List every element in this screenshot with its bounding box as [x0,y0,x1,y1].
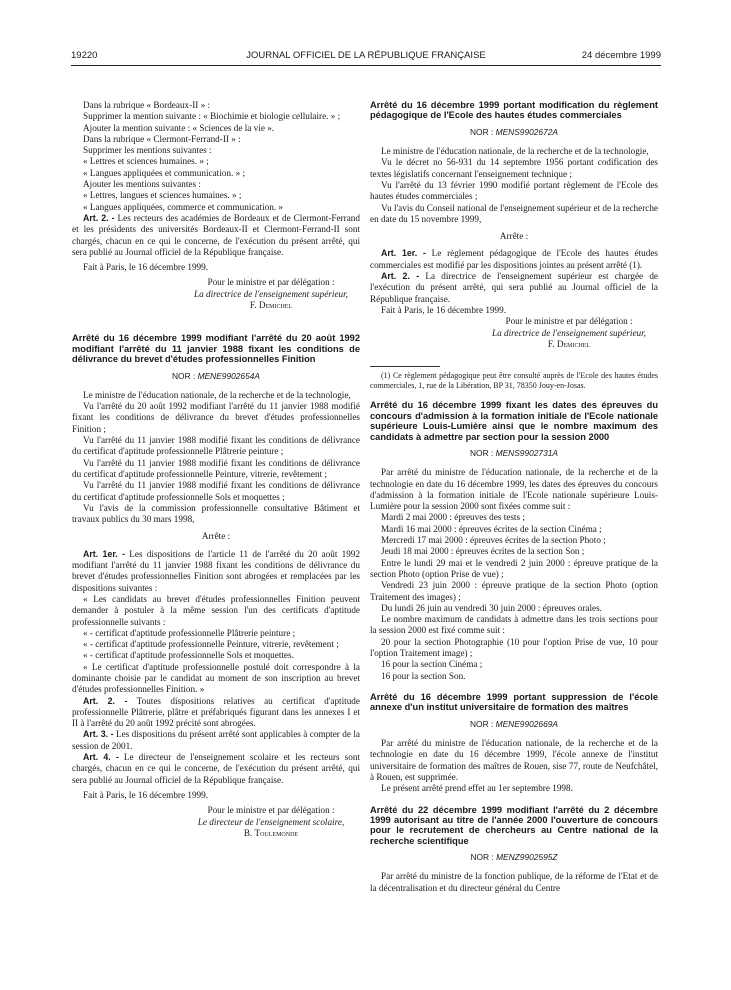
footnote: (1) Ce règlement pédagogique peut être consulté auprès de l'Ecole des hautes études commerciales, 1, rue de la Libération, BP 31, 78350 Jouy-en-Josas. [370,371,658,390]
nor-reference: NOR : MENS9902672A [470,126,558,137]
text-line: 20 pour la section Photographie (10 pour l'option Prise de vue, 10 pour l'option Traitement image) ; [370,636,658,659]
nor-reference: NOR : MENE9902654A [172,370,260,381]
page-header [71,50,661,63]
text-line: Dans la rubrique « Bordeaux-II » : [83,100,211,110]
text-line: Le ministre de l'éducation nationale, de la recherche et de la technologie, [83,389,351,400]
article-label: Art. 2. - [83,212,115,223]
arrete-heading: Arrête : [499,231,529,242]
text-line: « Lettres et sciences humaines. » ; [83,156,209,167]
page-number: 19220 [71,50,98,61]
article-paragraph: Art. 1er. - Le règlement pédagogique de l'Ecole des hautes études commerciales est modifié par les dispositions jointes au présent arrêté (1). [370,248,658,270]
signature-role: Le directeur de l'enseignement scolaire, [197,816,345,827]
article-paragraph: Art. 4. - Le directeur de l'enseignement scolaire et les recteurs sont chargés, chacun en ce qui le concerne, de l'exécution du présent arrêté, qui sera publié au Journal officiel de la République française. [72,752,360,785]
text-line: Vu le décret no 56-931 du 14 septembre 1956 portant codification des textes législatifs concernant l'enseignement technique ; [370,157,658,179]
left-column [72,100,360,839]
text-line: Vu l'avis du Conseil national de l'enseignement supérieur et de la recherche en date du 15 novembre 1999, [370,202,659,224]
article-paragraph: Art. 2. - Les recteurs des académies de Bordeaux et de Clermont-Ferrand et les présidents des universités Bordeaux-II et Clermont-Ferrand-II sont chargés, chacun en ce qui le concerne, de l'exécution du présent arrêté, qui sera publié au Journal officiel de la République française. [72,212,360,257]
signature-line: Pour le ministre et par délégation : [505,316,633,327]
text-line: Vu l'arrêté du 11 janvier 1988 modifié fixant les conditions de délivrance du certificat d'aptitude professionnelle Sols et moquettes ; [72,480,360,502]
signature-role: La directrice de l'enseignement supérieur, [194,288,348,299]
text-line: Vu l'arrêté du 13 février 1990 modifié portant règlement de l'Ecole des hautes études commerciales ; [370,180,658,202]
done-at: Fait à Paris, le 16 décembre 1999. [83,262,209,273]
text-line: Par arrêté du ministre de l'éducation nationale, de la recherche et de la technologie en date du 16 décembre 1999, l'école annexe de l'institut universitaire de formation des maîtres de Rouen, sise 77, route de Neufchâtel, à Rouen, est supprimée. [370,738,658,782]
text-line: Du lundi 26 juin au vendredi 30 juin 2000 : épreuves orales. [381,602,602,613]
article-paragraph: Art. 2. - La directrice de l'enseignement supérieur est chargée de l'exécution du présent arrêté, qui sera publié au Journal officiel de la République française. [370,271,658,304]
article-paragraph: Art. 3. - Les dispositions du présent arrêté sont applicables à compter de la session de 2001. [72,729,360,751]
text-line: Ajouter les mentions suivantes : [83,179,201,190]
list-item: « - certificat d'aptitude professionnelle Plâtrerie peinture ; [83,627,296,638]
nor-reference: NOR : MENS9902731A [470,447,558,458]
text-line: Par arrêté du ministre de l'éducation nationale, de la recherche et de la technologie en date du 16 décembre 1999, les dates des épreuves du concours d'admission à la formation initiale de l'Ecole nationale supérieure Louis-Lumière pour la session 2000 sont fixées comme suit : [370,467,658,512]
text-line: Le nombre maximum de candidats à admettre dans les trois sections pour la session 2000 est fixé comme suit : [370,614,658,636]
decree-title: Arrêté du 16 décembre 1999 portant modification du règlement pédagogique de l'Ecole des hautes études commerciales [370,100,658,121]
header-rule [71,65,661,66]
decree-title: Arrêté du 16 décembre 1999 modifiant l'arrêté du 20 août 1992 modifiant l'arrêté du 11 janvier 1988 fixant les conditions de délivrance du brevet d'études professionnelles Finition [72,333,360,365]
text-line: Vu l'arrêté du 20 août 1992 modifiant l'arrêté du 11 janvier 1988 modifié fixant les conditions de délivrance du brevet d'études professionnelles Finition ; [72,401,360,434]
text-line: Supprimer les mentions suivantes : [83,145,212,156]
signature-line: Pour le ministre et par délégation : [207,805,335,816]
text-line: Jeudi 18 mai 2000 : épreuves écrites de la section Son ; [381,546,585,557]
text-line: Vu l'arrêté du 11 janvier 1988 modifié fixant les conditions de délivrance du certificat d'aptitude professionnelle Peinture, vitrerie, revêtement ; [72,457,360,479]
done-at: Fait à Paris, le 16 décembre 1999. [83,789,209,800]
list-item: « - certificat d'aptitude professionnelle Sols et moquettes. [83,650,294,661]
text-line: Vu l'arrêté du 11 janvier 1988 modifié fixant les conditions de délivrance du certificat d'aptitude professionnelle Plâtrerie peinture ; [72,435,360,457]
signature-name: F. Demichel [547,338,591,349]
text-line: Mercredi 17 mai 2000 : épreuves écrites de la section Photo ; [381,535,606,546]
text-line: Par arrêté du ministre de la fonction publique, de la réforme de l'Etat et de la décentralisation et du directeur général du Centre [370,871,658,893]
footnote-rule [370,366,440,367]
text-line: Le présent arrêté prend effet au 1er septembre 1998. [381,783,573,794]
decree-title: Arrêté du 16 décembre 1999 fixant les dates des épreuves du concours d'admission à la formation initiale de l'Ecole nationale supérieure Louis-Lumière ainsi que le nombre maximum des candidats à admettre par section pour la session 2000 [370,400,658,442]
list-item: « - certificat d'aptitude professionnelle Peinture, vitrerie, revêtement ; [83,639,339,650]
article-paragraph: Art. 2. - Toutes dispositions relatives au certificat d'aptitude professionnelle Plâtrerie, plâtre et préfabriqués figurant dans les annexes I et II à l'arrêté du 20 août 1992 précité sont abrogées. [72,695,360,729]
done-at: Fait à Paris, le 16 décembre 1999. [381,304,507,315]
text-line: Mardi 16 mai 2000 : épreuves écrites de la section Cinéma ; [381,523,602,534]
journal-title: JOURNAL OFFICIEL DE LA RÉPUBLIQUE FRANÇAISE [246,50,486,61]
text-line: Supprimer la mention suivante : « Biochimie et biologie cellulaire. » ; [83,111,341,122]
text-line: Dans la rubrique « Clermont-Ferrand-II » : [83,133,241,144]
article-paragraph: Art. 1er. - Les dispositions de l'article 11 de l'arrêté du 20 août 1992 modifiant l'arrêté du 11 janvier 1988 fixant les conditions de délivrance du brevet d'études professionnelles Finition sont abrogées et remplacées par les dispositions suivantes : [72,548,360,593]
text-line: « Langues appliquées et communication. » ; [83,167,246,178]
text-line: Ajouter la mention suivante : « Sciences de la vie ». [83,122,275,133]
signature-role: La directrice de l'enseignement supérieur, [492,327,646,338]
text-line: Entre le lundi 29 mai et le vendredi 2 juin 2000 : épreuve pratique de la section Photo (option Prise de vue) ; [370,557,658,579]
nor-reference: NOR : MENE9902669A [470,718,558,729]
text-line: 16 pour la section Cinéma ; [381,659,483,670]
text-line: 16 pour la section Son. [381,670,466,681]
list-item: « Les candidats au brevet d'études professionnelles Finition peuvent demander à postuler à la même session l'un des certificats d'aptitude professionnelle suivants : [72,593,360,627]
issue-date: 24 décembre 1999 [581,50,661,61]
text-line: « Lettres, langues et sciences humaines. » ; [83,190,242,201]
arrete-heading: Arrête : [201,531,231,542]
text-line: Vendredi 23 juin 2000 : épreuve pratique de la section Photo (option Traitement des images) ; [370,580,658,602]
text-line: « Langues appliquées, commerce et communication. » [83,201,284,212]
text-line: Le ministre de l'éducation nationale, de la recherche et de la technologie, [381,146,649,157]
decree-title: Arrêté du 22 décembre 1999 modifiant l'arrêté du 2 décembre 1999 autorisant au titre de l'année 2000 l'ouverture de concours pour le recrutement de chercheurs au Centre national de la recherche scientifique [370,804,658,846]
right-column [370,100,658,894]
text-line: Vu l'avis de la commission professionnelle consultative Bâtiment et travaux publics du 30 mars 1998, [72,502,360,525]
signature-name: B. Toulemonde [243,827,299,838]
signature-name: F. Demichel [249,300,293,311]
decree-title: Arrêté du 16 décembre 1999 portant suppression de l'école annexe d'un institut universitaire de formation des maîtres [370,691,658,713]
list-item: « Le certificat d'aptitude professionnelle postulé doit correspondre à la dominante choisie par le candidat au moment de son inscription au brevet d'études professionnelles Finition. » [72,661,360,695]
signature-line: Pour le ministre et par délégation : [207,277,335,288]
nor-reference: NOR : MENZ9902595Z [470,852,558,863]
text-line: Mardi 2 mai 2000 : épreuves des tests ; [381,512,525,523]
